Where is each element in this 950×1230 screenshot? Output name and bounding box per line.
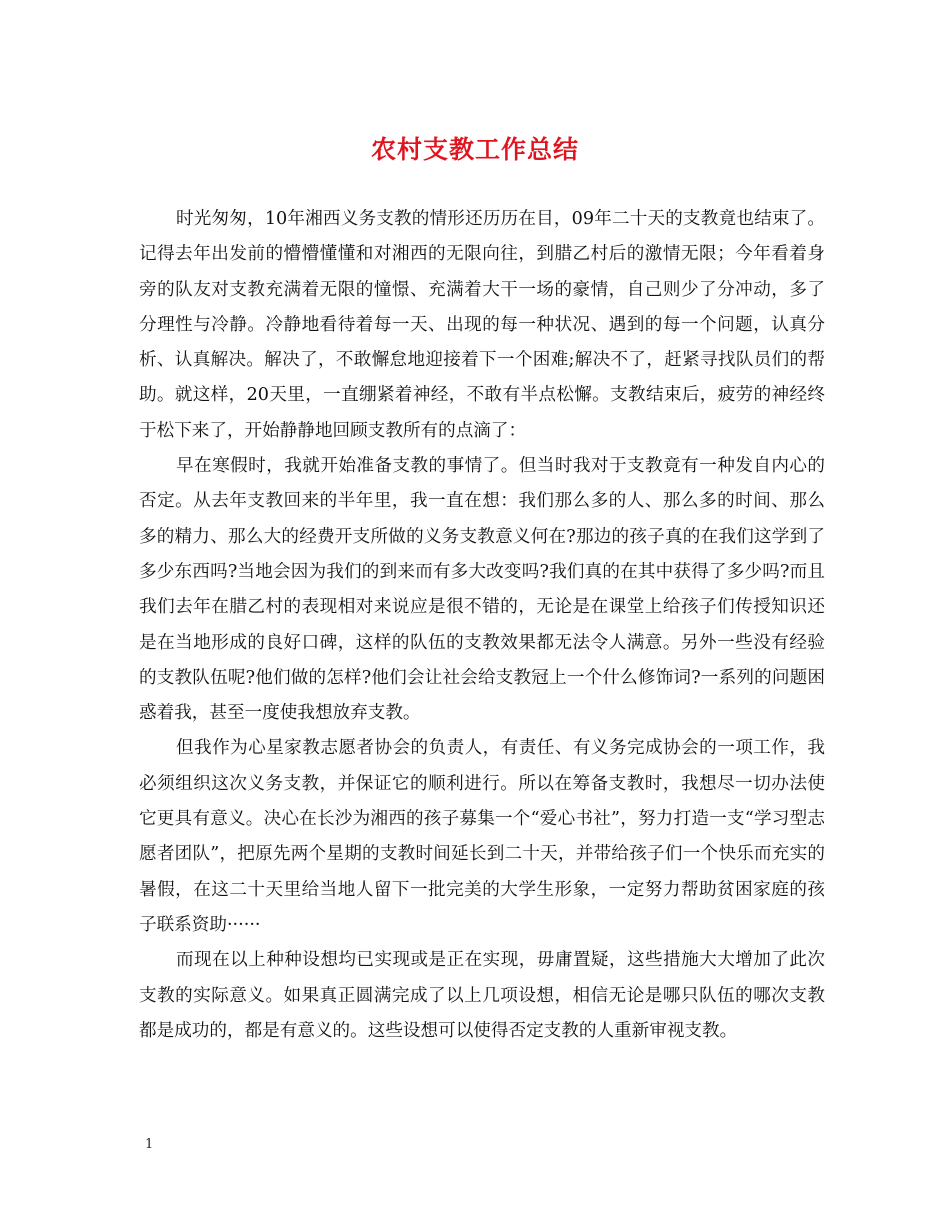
paragraph-1: 时光匆匆，10年湘西义务支教的情形还历历在目，09年二十天的支教竟也结束了。记得去年出发前的懵懵懂懂和对湘西的无限向往，到腊乙村后的激情无限；今年看着身旁的队友对支教充满着无限的憧憬、充满着大干一场的豪情，自己则少了分冲动，多了分理性与冷静。冷静地看待着每一天、出现的每一种状况、遇到的每一个问题，认真分析、认真解决。解决了，不敢懈怠地迎接着下一个困难;解决不了，赶紧寻找队员们的帮助。就这样，20天里，一直绷紧着神经，不敢有半点松懈。支教结束后，疲劳的神经终于松下来了，开始静静地回顾支教所有的点滴了： xyxy=(139,209,825,441)
document-title: 农村支教工作总结 xyxy=(370,135,579,164)
paragraph-3: 但我作为心星家教志愿者协会的负责人，有责任、有义务完成协会的一项工作，我必须组织这次义务支教，并保证它的顺利进行。所以在筹备支教时，我想尽一切办法使它更具有意义。决心在长沙为湘西的孩子募集一个“爱心书社”，努力打造一支“学习型志愿者团队”，把原先两个星期的支教时间延长到二十天，并带给孩子们一个快乐而充实的暑假，在这二十天里给当地人留下一批完美的大学生形象，一定努力帮助贫困家庭的孩子联系资助······ xyxy=(139,738,825,935)
document-body xyxy=(139,202,825,1049)
paragraph-2: 早在寒假时，我就开始准备支教的事情了。但当时我对于支教竟有一种发自内心的否定。从去年支教回来的半年里，我一直在想：我们那么多的人、那么多的时间、那么多的精力、那么大的经费开支所做的义务支教意义何在?那边的孩子真的在我们这学到了多少东西吗?当地会因为我们的到来而有多大改变吗?我们真的在其中获得了多少吗?而且我们去年在腊乙村的表现相对来说应是很不错的，无论是在课堂上给孩子们传授知识还是在当地形成的良好口碑，这样的队伍的支教效果都无法令人满意。另外一些没有经验的支教队伍呢?他们做的怎样?他们会让社会给支教冠上一个什么修饰词?一系列的问题困惑着我，甚至一度使我想放弃支教。 xyxy=(139,456,825,724)
page-number: 1 xyxy=(145,1137,154,1152)
paragraph-4: 而现在以上种种设想均已实现或是正在实现，毋庸置疑，这些措施大大增加了此次支教的实际意义。如果真正圆满完成了以上几项设想，相信无论是哪只队伍的哪次支教都是成功的，都是有意义的。这些设想可以使得否定支教的人重新审视支教。 xyxy=(139,950,825,1041)
